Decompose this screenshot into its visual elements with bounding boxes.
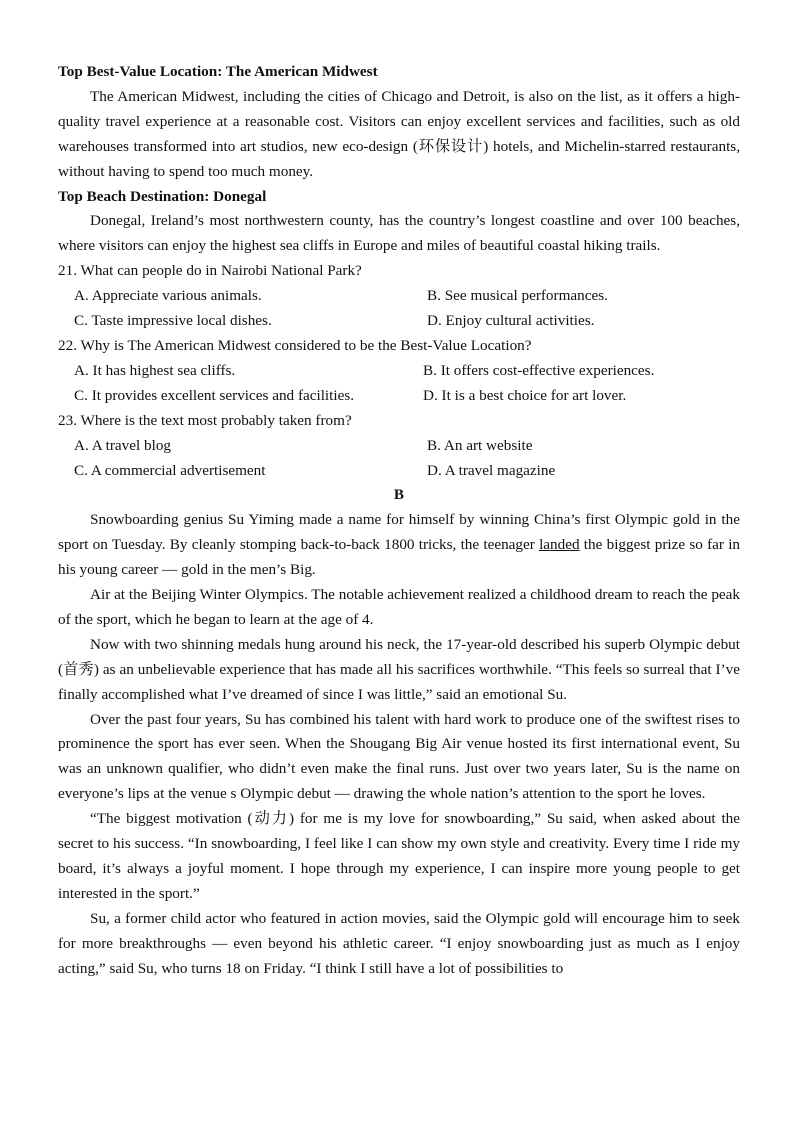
paragraph-midwest: The American Midwest, including the cities of Chicago and Detroit, is also on the list, as it offers a high-quality travel experience at a reasonable cost. Visitors can enjoy excellent services and facilities, such as old warehouses transformed into art studios, new eco-design (环保设计) hotels, and Michelin-starred restaurants, without having to spend too much money. (58, 87, 740, 180)
section-heading-donegal: Top Beach Destination: Donegal (58, 187, 267, 205)
section-label-b: B (393, 486, 405, 504)
paragraph-b-2: Air at the Beijing Winter Olympics. The notable achievement realized a childhood dream to reach the peak of the sport, which he began to learn at the age of 4. (58, 586, 740, 628)
paragraph-donegal: Donegal, Ireland’s most northwestern county, has the country’s longest coastline and over 100 beaches, where visitors can enjoy the highest sea cliffs in Europe and miles of beautiful coastal hiking trails. (58, 212, 740, 255)
option-b: B. An art website (427, 436, 533, 454)
option-d: D. Enjoy cultural activities. (427, 312, 595, 330)
paragraph-b-4: Over the past four years, Su has combined his talent with hard work to produce one of the swiftest rises to prominence the sport has ever seen. When the Shougang Big Air venue hosted its first international event, Su was an unknown qualifier, who didn’t even make the final runs. Just over two years later, Su is the name on everyone’s lips at the venue s Olympic debut — drawing the whole nation’s attention to the sport he loves. (58, 710, 740, 803)
text-span: the biggest prize so far in his young career — gold in the men’s Big. (58, 536, 741, 579)
paragraph-b-1 (58, 508, 740, 583)
option-a: A. Appreciate various animals. (74, 287, 262, 305)
option-b: B. It offers cost-effective experiences. (423, 361, 655, 379)
question-23-options (58, 434, 740, 484)
option-a: A. A travel blog (74, 436, 172, 454)
paragraph-b-3: Now with two shinning medals hung around his neck, the 17-year-old described his superb Olympic debut (首秀) as an unbelievable experience that has made all his sacrifices worthwhile. “This feels so surreal that I’ve finally accomplished what I’ve dreamed of since I was little,” said an emotional Su. (58, 635, 740, 703)
question-21-stem: 21. What can people do in Nairobi National Park? (58, 262, 362, 280)
paragraph-b-5: “The biggest motivation (动力) for me is my love for snowboarding,” Su said, when asked about the secret to his success. “In snowboarding, I feel like I can show my own style and creativity. Every time I ride my board, it’s always a joyful moment. I hope through my experience, I can inspire more young people to get interested in the sport.” (58, 810, 740, 902)
text-span: Snowboarding genius Su Yiming made a name for himself by winning China’s first Olympic gold in the sport on Tuesday. By cleanly stomping back-to-back 1800 tricks, the teenager (58, 511, 740, 554)
option-c: C. It provides excellent services and facilities. (74, 386, 355, 404)
paragraph-b-6: Su, a former child actor who featured in action movies, said the Olympic gold will encourage him to seek for more breakthroughs — even beyond his athletic career. “I enjoy snowboarding just as much as I enjoy acting,” said Su, who turns 18 on Friday. “I think I still have a lot of possibilities to (58, 909, 740, 977)
option-d: D. It is a best choice for art lover. (423, 386, 627, 404)
question-22-stem: 22. Why is The American Midwest considered to be the Best-Value Location? (58, 336, 532, 354)
question-22-options (58, 359, 740, 409)
document-page (58, 60, 740, 982)
option-a: A. It has highest sea cliffs. (74, 361, 236, 379)
option-c: C. A commercial advertisement (74, 461, 266, 479)
section-heading-midwest: Top Best-Value Location: The American Midwest (58, 63, 378, 80)
underlined-word: landed (539, 536, 580, 554)
option-c: C. Taste impressive local dishes. (74, 312, 272, 330)
question-21-options (58, 284, 740, 334)
option-d: D. A travel magazine (427, 461, 556, 479)
option-b: B. See musical performances. (427, 287, 608, 305)
question-23-stem: 23. Where is the text most probably taken from? (58, 411, 352, 429)
